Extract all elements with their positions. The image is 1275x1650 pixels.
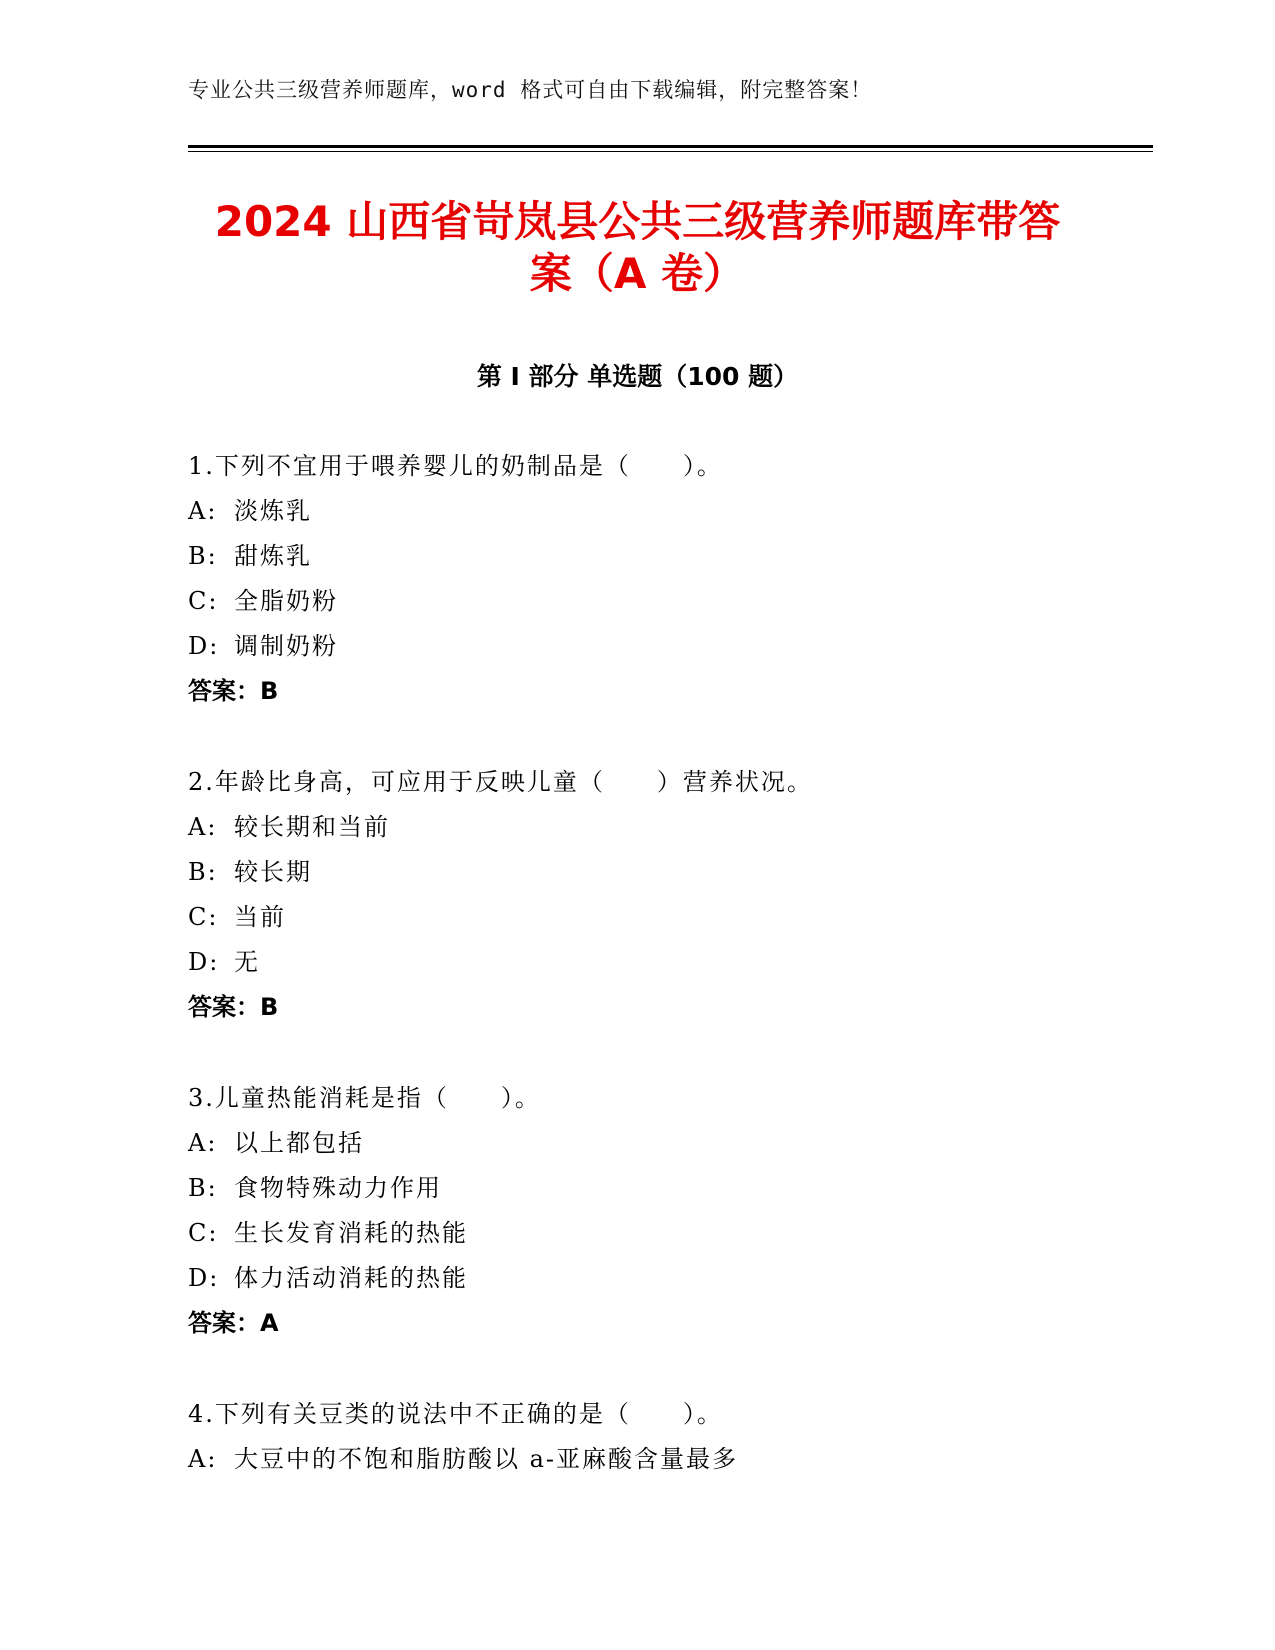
option-text: 食物特殊动力作用 [234,1174,442,1202]
option-a [188,489,1148,534]
option-a [188,1121,1148,1166]
option-key: B: [188,542,218,570]
option-text: 生长发育消耗的热能 [234,1219,468,1247]
option-key: A: [188,497,218,525]
question-list [188,444,1148,1528]
option-text: 全脂奶粉 [234,587,338,615]
option-c [188,895,1148,940]
option-d [188,624,1148,669]
option-d [188,940,1148,985]
option-text: 当前 [234,903,286,931]
title-line-2: 案（A 卷） [529,249,746,298]
option-key: D: [188,948,220,976]
title-line-1: 2024 山西省岢岚县公共三级营养师题库带答 [214,197,1061,246]
header-rule-thick [188,145,1153,148]
answer-label: 答案： [188,677,260,705]
option-key: A: [188,1445,218,1473]
option-text: 甜炼乳 [234,542,312,570]
option-key: C: [188,903,219,931]
option-key: D: [188,1264,220,1292]
question-3 [188,1076,1148,1346]
question-stem: 2.年龄比身高，可应用于反映儿童（ ）营养状况。 [188,768,813,796]
option-key: B: [188,1174,218,1202]
option-key: B: [188,858,218,886]
header-note: 专业公共三级营养师题库，word 格式可自由下载编辑，附完整答案！ [188,78,873,102]
option-text: 较长期 [234,858,312,886]
option-b [188,850,1148,895]
option-d [188,1256,1148,1301]
option-text: 大豆中的不饱和脂肪酸以 a-亚麻酸含量最多 [234,1445,739,1473]
question-stem: 4.下列有关豆类的说法中不正确的是（ ）。 [188,1400,723,1428]
question-1 [188,444,1148,714]
option-text: 较长期和当前 [234,813,390,841]
option-c [188,1211,1148,1256]
answer-value: A [260,1309,279,1337]
option-key: A: [188,813,218,841]
answer-line [188,985,1148,1030]
option-key: D: [188,632,220,660]
option-text: 淡炼乳 [234,497,312,525]
question-4 [188,1392,1148,1482]
option-c [188,579,1148,624]
header-rule-thin [188,151,1153,152]
option-text: 以上都包括 [234,1129,364,1157]
option-text: 体力活动消耗的热能 [234,1264,468,1292]
answer-label: 答案： [188,1309,260,1337]
answer-value: B [260,677,279,705]
option-key: C: [188,1219,219,1247]
option-b [188,534,1148,579]
section-heading: 第 I 部分 单选题（100 题） [476,362,799,391]
option-key: C: [188,587,219,615]
option-a [188,1437,1148,1482]
option-text: 调制奶粉 [234,632,338,660]
answer-value: B [260,993,279,1021]
answer-line [188,1301,1148,1346]
answer-line [188,669,1148,714]
option-text: 无 [234,948,260,976]
question-2 [188,760,1148,1030]
option-key: A: [188,1129,218,1157]
question-stem: 3.儿童热能消耗是指（ ）。 [188,1084,541,1112]
answer-label: 答案： [188,993,260,1021]
option-b [188,1166,1148,1211]
document-title [150,196,1125,300]
option-a [188,805,1148,850]
question-stem: 1.下列不宜用于喂养婴儿的奶制品是（ ）。 [188,452,723,480]
